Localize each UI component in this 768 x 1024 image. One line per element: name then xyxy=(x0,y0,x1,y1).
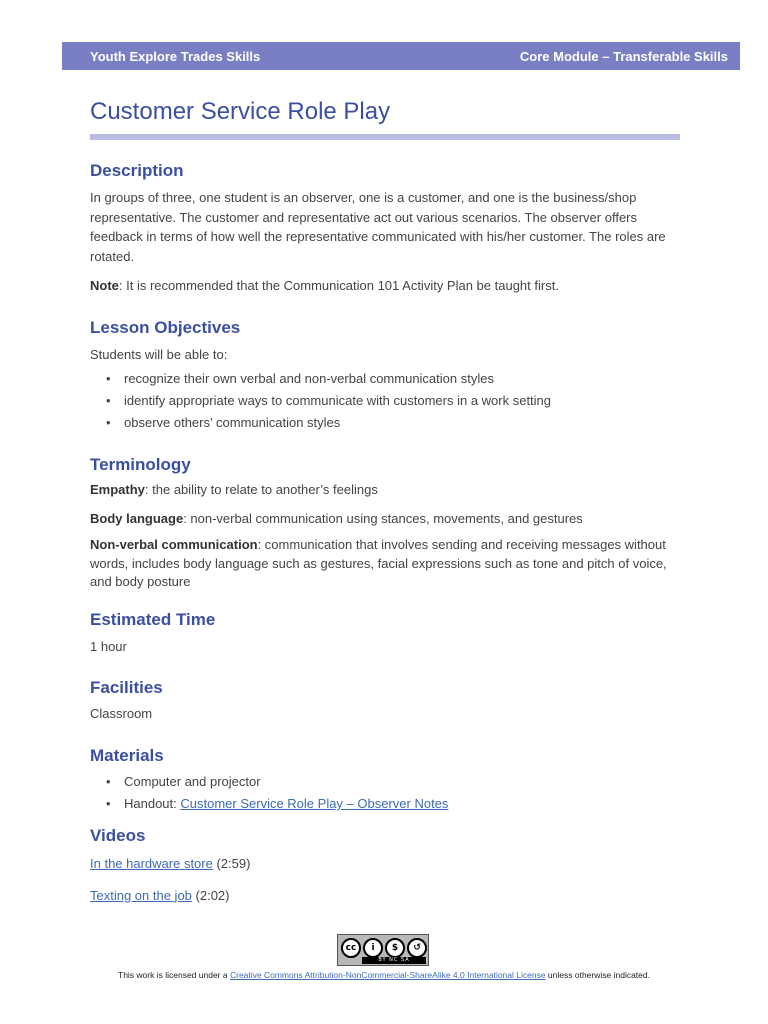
facilities-heading: Facilities xyxy=(90,678,163,697)
description-heading: Description xyxy=(90,161,184,180)
description-body: In groups of three, one student is an observer, one is a customer, and one is the business/shop representative. The customer and representative act out various scenarios. The observer offers feedback in terms of how well the representative communicated with his/her customer. The roles are rotated. xyxy=(90,190,666,264)
page-title: Customer Service Role Play xyxy=(90,98,391,125)
list-item: • observe others’ communication styles xyxy=(90,412,680,434)
video-item: Texting on the job (2:02) xyxy=(90,887,230,903)
objectives-list xyxy=(90,368,680,434)
nc-icon: $ xyxy=(385,938,405,958)
bullet-icon: • xyxy=(106,774,111,789)
materials-heading: Materials xyxy=(90,746,164,765)
header-program-title: Youth Explore Trades Skills xyxy=(90,49,261,64)
video-item: In the hardware store (2:59) xyxy=(90,856,251,871)
term-non-verbal: Non-verbal communication: communication that involves sending and receiving messages without words, includes body language such as gestures, facial expressions such as tone and pitch of voice, and body posture xyxy=(90,537,667,589)
objectives-section xyxy=(90,317,680,434)
time-value: 1 hour xyxy=(90,639,127,654)
note-text: : It is recommended that the Communication 101 Activity Plan be taught first. xyxy=(118,278,559,293)
license-text: This work is licensed under a Creative Commons Attribution-NonCommercial-ShareAlike 4.0 International License unless otherwise indicated. xyxy=(118,970,650,980)
by-icon: i xyxy=(363,938,383,958)
title-divider xyxy=(90,134,680,140)
video-link-texting[interactable]: Texting on the job xyxy=(90,887,192,903)
time-section xyxy=(90,609,680,657)
list-item: • recognize their own verbal and non-verbal communication styles xyxy=(90,368,680,390)
observer-notes-link[interactable]: Customer Service Role Play – Observer Notes xyxy=(180,796,449,811)
bullet-icon: • xyxy=(106,392,111,408)
list-item: • Computer and projector xyxy=(90,771,680,793)
materials-list xyxy=(90,771,680,815)
list-item: • identify appropriate ways to communicate with customers in a work setting xyxy=(90,390,680,412)
footer xyxy=(0,934,768,994)
term-empathy: Empathy: the ability to relate to another’s feelings xyxy=(90,482,378,497)
term-body-language: Body language: non-verbal communication using stances, movements, and gestures xyxy=(90,510,583,526)
header-module-title: Core Module – Transferable Skills xyxy=(519,49,728,64)
facilities-value: Classroom xyxy=(90,706,153,721)
license-link[interactable]: Creative Commons Attribution-NonCommercial-ShareAlike 4.0 International License xyxy=(229,970,546,980)
videos-section xyxy=(90,825,680,905)
description-section xyxy=(90,160,680,296)
videos-heading: Videos xyxy=(90,826,146,845)
objectives-heading: Lesson Objectives xyxy=(90,318,241,337)
document-content xyxy=(90,96,680,903)
video-link-hardware-store[interactable]: In the hardware store xyxy=(90,856,213,871)
header-bar xyxy=(62,42,740,70)
objectives-intro: Students will be able to: xyxy=(90,347,228,362)
terminology-heading: Terminology xyxy=(90,455,191,474)
bullet-icon: • xyxy=(106,370,111,386)
sa-icon: ↺ xyxy=(407,938,427,958)
bullet-icon: • xyxy=(106,796,111,811)
bullet-icon: • xyxy=(106,414,111,430)
facilities-section xyxy=(90,677,680,724)
materials-section xyxy=(90,745,680,815)
cc-icon: cc xyxy=(341,938,361,958)
description-note xyxy=(90,276,680,296)
time-heading: Estimated Time xyxy=(90,610,216,629)
note-label: Note xyxy=(90,278,119,293)
cc-license-badge-icon[interactable] xyxy=(337,934,429,966)
badge-strip: BY NC SA xyxy=(362,957,426,964)
terminology-section xyxy=(90,454,680,592)
list-item: • Handout: Customer Service Role Play – Observer Notes xyxy=(90,793,680,815)
